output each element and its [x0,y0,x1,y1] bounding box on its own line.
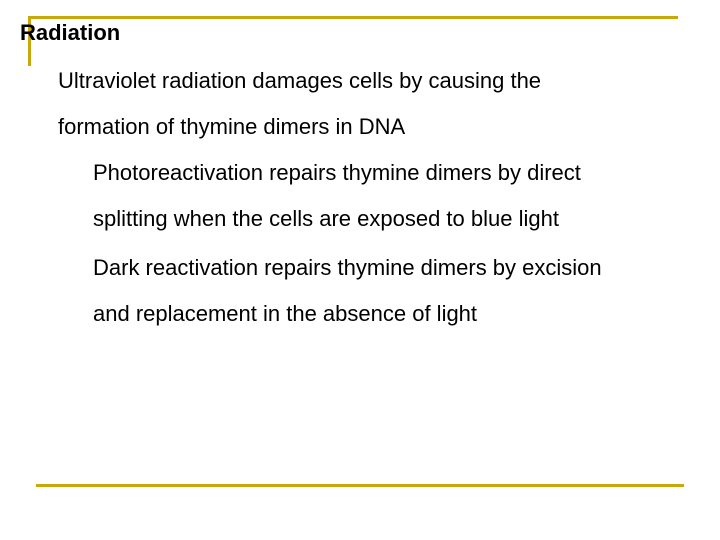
sub-point-dark-reactivation [93,245,602,337]
bullet-line: splitting when the cells are exposed to blue light [93,206,559,231]
bullet-point-ultraviolet-damage [58,58,541,150]
bullet-line: Dark reactivation repairs thymine dimers by excision [93,255,602,280]
slide-title: Radiation [20,20,121,45]
bullet-line: formation of thymine dimers in DNA [58,114,406,139]
bottom-accent-rule [36,484,684,487]
bullet-line: and replacement in the absence of light [93,301,478,326]
bullet-line: Photoreactivation repairs thymine dimers by direct [93,160,581,185]
top-accent-rule [28,16,678,19]
bullet-line: Ultraviolet radiation damages cells by causing the [58,68,542,93]
sub-point-photoreactivation [93,150,581,242]
